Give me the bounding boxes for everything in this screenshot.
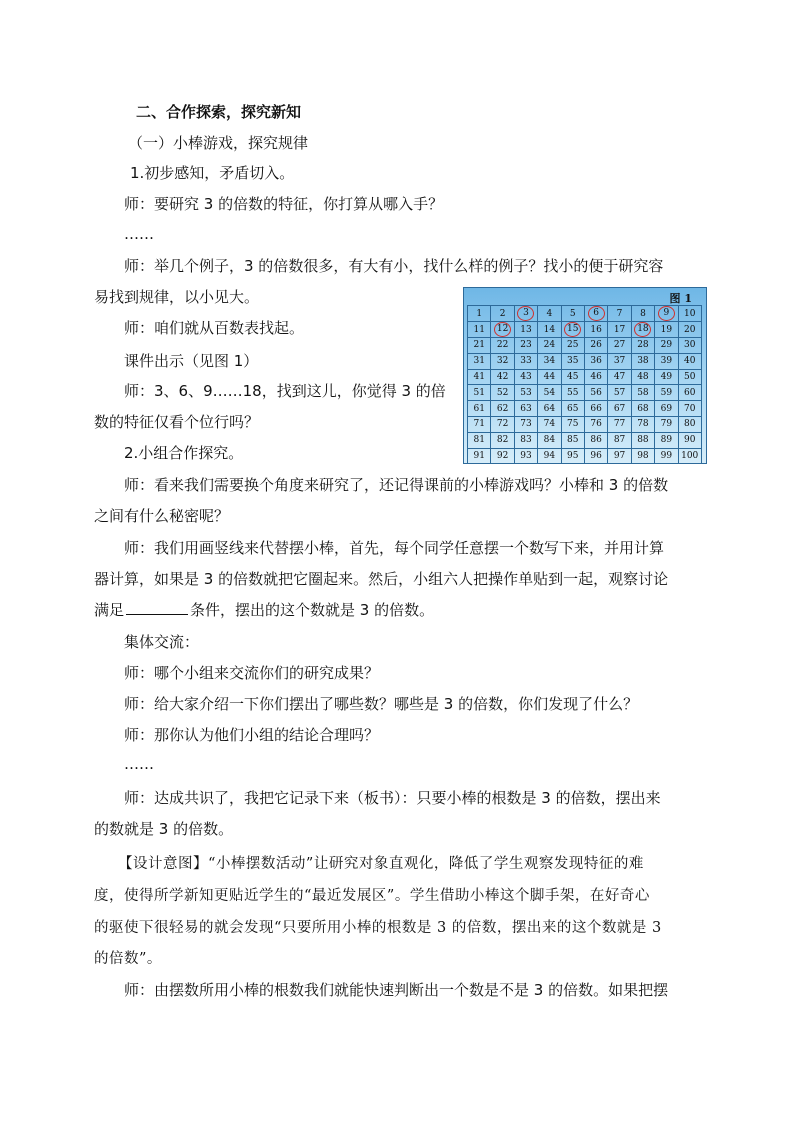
cell-number: 37 xyxy=(613,356,626,367)
grid-cell xyxy=(468,353,491,369)
grid-cell xyxy=(655,369,678,385)
cell-number: 49 xyxy=(660,371,673,382)
paragraph: 师：要研究 3 的倍数的特征，你打算从哪入手？ xyxy=(124,195,444,213)
cell-number: 75 xyxy=(567,419,579,430)
grid-cell xyxy=(655,385,678,401)
cell-number: 69 xyxy=(660,403,673,414)
cell-number: 34 xyxy=(543,356,556,367)
grid-cell xyxy=(631,401,654,417)
cell-number: 59 xyxy=(660,387,673,398)
cell-number: 45 xyxy=(567,371,579,382)
cell-number: 71 xyxy=(473,419,485,430)
hundred-chart-grid xyxy=(467,305,702,464)
cell-number: 73 xyxy=(520,419,532,430)
cell-number: 55 xyxy=(567,387,579,398)
cell-number: 48 xyxy=(637,371,649,382)
grid-row xyxy=(468,448,702,464)
cell-number: 24 xyxy=(543,340,556,351)
grid-cell xyxy=(678,353,701,369)
cell-number: 35 xyxy=(567,356,579,367)
fill-in-suffix: 条件，摆出的这个数就是 3 的倍数。 xyxy=(190,601,435,619)
fill-in-blank xyxy=(126,600,188,615)
cell-number: 29 xyxy=(660,340,673,351)
design-intent: 的驱使下很轻易的就会发现“只要所用小棒的根数是 3 的倍数，摆出来的这个数就是 3 xyxy=(94,920,662,936)
cell-number: 39 xyxy=(660,356,673,367)
grid-cell xyxy=(514,369,537,385)
grid-cell xyxy=(608,448,631,464)
cell-number: 67 xyxy=(613,403,626,414)
grid-cell xyxy=(491,401,514,417)
grid-cell xyxy=(538,353,561,369)
cell-number: 33 xyxy=(520,356,532,367)
grid-cell xyxy=(491,353,514,369)
grid-cell xyxy=(608,322,631,338)
grid-row xyxy=(468,338,702,354)
paragraph: 师：给大家介绍一下你们摆出了哪些数？哪些是 3 的倍数，你们发现了什么？ xyxy=(124,695,639,713)
grid-cell xyxy=(538,306,561,322)
grid-cell xyxy=(561,401,584,417)
grid-row xyxy=(468,353,702,369)
cell-number: 28 xyxy=(637,340,649,351)
paragraph: 课件出示（见图 1） xyxy=(124,352,259,370)
design-intent: 的倍数”。 xyxy=(94,951,162,967)
grid-cell xyxy=(584,369,607,385)
cell-number: 46 xyxy=(590,371,602,382)
grid-cell xyxy=(631,353,654,369)
grid-cell xyxy=(491,448,514,464)
cell-number: 66 xyxy=(590,403,602,414)
cell-number: 38 xyxy=(637,356,649,367)
paragraph: 师：那你认为他们小组的结论合理吗？ xyxy=(124,726,380,744)
grid-cell xyxy=(561,448,584,464)
grid-cell xyxy=(514,416,537,432)
cell-number: 40 xyxy=(683,356,696,367)
grid-cell xyxy=(655,432,678,448)
grid-cell xyxy=(608,338,631,354)
cell-number: 30 xyxy=(683,340,696,351)
step-heading-2: 2.小组合作探究。 xyxy=(124,444,244,462)
grid-cell xyxy=(631,385,654,401)
cell-number: 21 xyxy=(473,340,485,351)
grid-row xyxy=(468,416,702,432)
cell-number: 2 xyxy=(499,308,506,319)
grid-row xyxy=(468,385,702,401)
cell-number: 58 xyxy=(637,387,649,398)
cell-number: 97 xyxy=(613,450,626,461)
cell-number: 91 xyxy=(473,450,485,461)
ellipsis: …… xyxy=(124,755,154,773)
grid-cell xyxy=(631,322,654,338)
grid-cell xyxy=(491,369,514,385)
grid-cell xyxy=(468,448,491,464)
cell-number: 88 xyxy=(637,435,649,446)
cell-number: 26 xyxy=(590,340,602,351)
paragraph: 师：哪个小组来交流你们的研究成果？ xyxy=(124,664,380,682)
grid-cell xyxy=(561,306,584,322)
grid-cell xyxy=(584,416,607,432)
grid-cell xyxy=(678,369,701,385)
cell-number: 47 xyxy=(613,371,626,382)
cell-number: 99 xyxy=(660,450,673,461)
cell-number: 52 xyxy=(496,387,509,398)
cell-number: 68 xyxy=(637,403,649,414)
grid-cell xyxy=(631,432,654,448)
cell-number: 17 xyxy=(613,324,626,335)
grid-row xyxy=(468,322,702,338)
paragraph: 师：咱们就从百数表找起。 xyxy=(124,319,305,337)
grid-cell xyxy=(584,448,607,464)
cell-number: 76 xyxy=(590,419,602,430)
cell-number: 56 xyxy=(590,387,602,398)
grid-cell xyxy=(514,306,537,322)
ellipsis: …… xyxy=(124,225,154,243)
cell-number: 98 xyxy=(637,450,649,461)
cell-number: 8 xyxy=(640,308,646,319)
circled-number: 15 xyxy=(564,322,581,337)
paragraph: 师：由摆数所用小棒的根数我们就能快速判断出一个数是不是 3 的倍数。如果把摆 xyxy=(124,981,669,999)
circled-number: 18 xyxy=(634,322,651,337)
grid-cell xyxy=(678,401,701,417)
grid-cell xyxy=(561,338,584,354)
cell-number: 87 xyxy=(613,435,626,446)
cell-number: 95 xyxy=(567,450,579,461)
paragraph-continued: 数的特征仅看个位行吗？ xyxy=(94,413,260,431)
grid-cell xyxy=(561,385,584,401)
cell-number: 10 xyxy=(683,308,696,319)
grid-cell xyxy=(561,416,584,432)
cell-number: 74 xyxy=(543,419,556,430)
grid-cell xyxy=(468,322,491,338)
cell-number: 11 xyxy=(473,324,485,335)
grid-cell xyxy=(608,385,631,401)
grid-cell xyxy=(561,432,584,448)
grid-cell xyxy=(608,401,631,417)
cell-number: 14 xyxy=(543,324,556,335)
grid-cell xyxy=(491,385,514,401)
cell-number: 22 xyxy=(496,340,509,351)
paragraph: 师：看来我们需要换个角度来研究了，还记得课前的小棒游戏吗？小棒和 3 的倍数 xyxy=(124,476,669,494)
cell-number: 72 xyxy=(496,419,509,430)
cell-number: 70 xyxy=(683,403,696,414)
grid-row xyxy=(468,306,702,322)
cell-number: 84 xyxy=(543,435,556,446)
paragraph: 师：举几个例子，3 的倍数很多，有大有小，找什么样的例子？找小的便于研究容 xyxy=(124,257,664,275)
cell-number: 86 xyxy=(590,435,602,446)
paragraph: 师：达成共识了，我把它记录下来（板书）：只要小棒的根数是 3 的倍数，摆出来 xyxy=(124,789,661,807)
grid-cell xyxy=(678,338,701,354)
cell-number: 31 xyxy=(473,356,485,367)
grid-cell xyxy=(584,401,607,417)
cell-number: 16 xyxy=(590,324,602,335)
cell-number: 63 xyxy=(520,403,532,414)
grid-row xyxy=(468,369,702,385)
cell-number: 80 xyxy=(683,419,696,430)
grid-cell xyxy=(584,353,607,369)
subsection-heading: （一）小棒游戏，探究规律 xyxy=(128,134,309,152)
grid-cell xyxy=(678,448,701,464)
cell-number: 83 xyxy=(520,435,532,446)
cell-number: 42 xyxy=(496,371,509,382)
grid-cell xyxy=(608,306,631,322)
cell-number: 19 xyxy=(660,324,673,335)
cell-number: 41 xyxy=(473,371,485,382)
grid-cell xyxy=(584,432,607,448)
cell-number: 27 xyxy=(613,340,626,351)
grid-row xyxy=(468,432,702,448)
cell-number: 64 xyxy=(543,403,556,414)
paragraph: 师：3、6、9……18，找到这儿，你觉得 3 的倍 xyxy=(124,382,446,400)
grid-cell xyxy=(538,369,561,385)
grid-cell xyxy=(584,306,607,322)
grid-cell xyxy=(655,338,678,354)
circled-number: 12 xyxy=(494,322,511,337)
cell-number: 65 xyxy=(567,403,579,414)
grid-cell xyxy=(584,338,607,354)
paragraph-continued: 易找到规律，以小见大。 xyxy=(94,288,260,306)
design-intent: 度，使得所学新知更贴近学生的“最近发展区”。学生借助小棒这个脚手架，在好奇心 xyxy=(94,888,650,904)
cell-number: 13 xyxy=(520,324,532,335)
grid-cell xyxy=(631,448,654,464)
grid-cell xyxy=(678,306,701,322)
cell-number: 25 xyxy=(567,340,579,351)
cell-number: 89 xyxy=(660,435,673,446)
cell-number: 90 xyxy=(683,435,696,446)
grid-cell xyxy=(655,322,678,338)
cell-number: 1 xyxy=(476,308,483,319)
grid-cell xyxy=(631,306,654,322)
circled-number: 9 xyxy=(658,306,675,321)
paragraph-continued: 的数就是 3 的倍数。 xyxy=(94,820,234,838)
grid-cell xyxy=(514,353,537,369)
cell-number: 43 xyxy=(520,371,532,382)
fill-in-line xyxy=(94,600,706,620)
circled-number: 6 xyxy=(588,306,605,321)
cell-number: 93 xyxy=(520,450,532,461)
paragraph-continued: 器计算，如果是 3 的倍数就把它圈起来。然后，小组六人把操作单贴到一起，观察讨论 xyxy=(94,570,669,588)
grid-cell xyxy=(655,306,678,322)
cell-number: 61 xyxy=(473,403,485,414)
grid-cell xyxy=(561,322,584,338)
grid-cell xyxy=(468,416,491,432)
cell-number: 23 xyxy=(520,340,532,351)
cell-number: 36 xyxy=(590,356,602,367)
cell-number: 79 xyxy=(660,419,673,430)
step-heading-1: 1.初步感知，矛盾切入。 xyxy=(130,164,295,182)
grid-cell xyxy=(561,353,584,369)
grid-cell xyxy=(608,353,631,369)
grid-cell xyxy=(491,306,514,322)
grid-cell xyxy=(608,416,631,432)
grid-row xyxy=(468,401,702,417)
grid-cell xyxy=(678,416,701,432)
grid-cell xyxy=(678,432,701,448)
grid-cell xyxy=(584,385,607,401)
cell-number: 44 xyxy=(543,371,556,382)
cell-number: 78 xyxy=(637,419,649,430)
grid-cell xyxy=(468,432,491,448)
design-intent: 【设计意图】“小棒摆数活动”让研究对象直观化，降低了学生观察发现特征的难 xyxy=(118,856,644,872)
section-heading: 二、合作探索，探究新知 xyxy=(136,103,302,121)
grid-cell xyxy=(538,385,561,401)
grid-cell xyxy=(514,401,537,417)
cell-number: 50 xyxy=(683,371,696,382)
cell-number: 85 xyxy=(567,435,579,446)
grid-cell xyxy=(468,401,491,417)
grid-cell xyxy=(491,322,514,338)
grid-cell xyxy=(655,448,678,464)
grid-cell xyxy=(655,416,678,432)
grid-cell xyxy=(514,322,537,338)
grid-cell xyxy=(468,338,491,354)
figure-label: 图 1 xyxy=(669,292,692,305)
paragraph: 集体交流： xyxy=(124,633,200,651)
grid-cell xyxy=(468,306,491,322)
cell-number: 81 xyxy=(473,435,485,446)
cell-number: 32 xyxy=(496,356,509,367)
cell-number: 7 xyxy=(616,308,623,319)
grid-cell xyxy=(514,385,537,401)
grid-cell xyxy=(514,338,537,354)
grid-cell xyxy=(468,385,491,401)
grid-cell xyxy=(491,432,514,448)
grid-cell xyxy=(678,322,701,338)
grid-cell xyxy=(538,401,561,417)
cell-number: 82 xyxy=(496,435,509,446)
cell-number: 53 xyxy=(520,387,532,398)
grid-cell xyxy=(538,448,561,464)
grid-cell xyxy=(538,338,561,354)
grid-cell xyxy=(538,322,561,338)
hundred-chart-figure xyxy=(463,287,707,464)
grid-cell xyxy=(608,432,631,448)
grid-cell xyxy=(468,369,491,385)
cell-number: 54 xyxy=(543,387,556,398)
circled-number: 3 xyxy=(517,306,534,321)
grid-cell xyxy=(678,385,701,401)
grid-cell xyxy=(538,416,561,432)
cell-number: 5 xyxy=(569,308,576,319)
cell-number: 20 xyxy=(683,324,696,335)
grid-cell xyxy=(491,338,514,354)
cell-number: 60 xyxy=(683,387,696,398)
cell-number: 57 xyxy=(613,387,626,398)
grid-cell xyxy=(514,432,537,448)
grid-cell xyxy=(538,432,561,448)
grid-cell xyxy=(491,416,514,432)
grid-cell xyxy=(561,369,584,385)
paragraph: 师：我们用画竖线来代替摆小棒，首先，每个同学任意摆一个数写下来，并用计算 xyxy=(124,539,665,557)
grid-cell xyxy=(608,369,631,385)
paragraph-continued: 之间有什么秘密呢？ xyxy=(94,507,230,525)
grid-cell xyxy=(514,448,537,464)
cell-number: 62 xyxy=(496,403,509,414)
cell-number: 4 xyxy=(546,308,553,319)
cell-number: 51 xyxy=(473,387,485,398)
fill-in-prefix: 满足 xyxy=(94,601,125,619)
grid-cell xyxy=(655,353,678,369)
cell-number: 94 xyxy=(543,450,556,461)
cell-number: 96 xyxy=(590,450,602,461)
grid-cell xyxy=(584,322,607,338)
grid-cell xyxy=(655,401,678,417)
cell-number: 92 xyxy=(496,450,509,461)
cell-number: 77 xyxy=(613,419,626,430)
grid-cell xyxy=(631,416,654,432)
grid-cell xyxy=(631,369,654,385)
grid-cell xyxy=(631,338,654,354)
cell-number: 100 xyxy=(681,450,699,461)
